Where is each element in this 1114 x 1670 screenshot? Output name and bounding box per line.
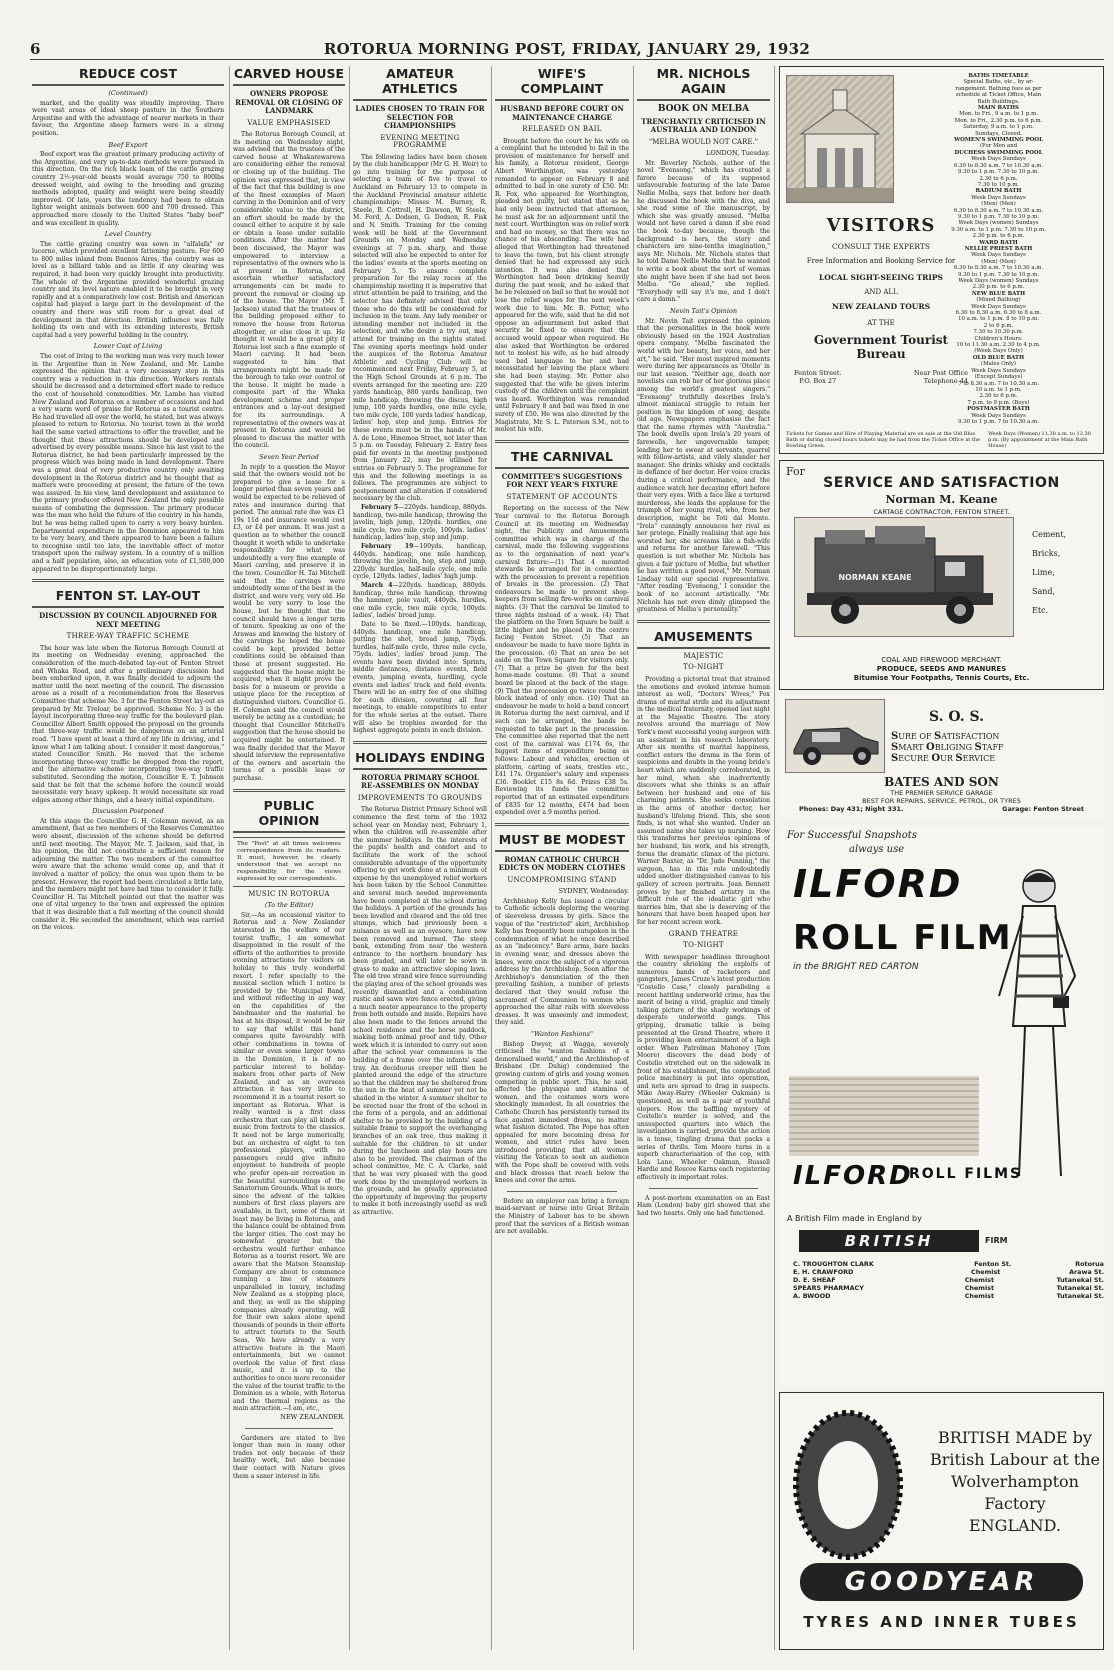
chemist-name: SPEARS PHARMACY <box>793 1284 864 1292</box>
acrostic-letter: S <box>934 731 942 742</box>
masthead-title: ROTORUA MORNING POST, FRIDAY, JANUARY 29, 1932 <box>323 40 811 58</box>
chemist-row <box>793 1284 1104 1292</box>
timetable-line: 10 a.m. to 1 p.m. 8 to 10 p.m. <box>958 316 1039 323</box>
keane-footer-1: COAL AND FIREWOOD MERCHANT. <box>881 656 1002 664</box>
keane-footer-2: PRODUCE, SEEDS AND MANURES <box>876 665 1007 673</box>
acrostic-word: MART <box>898 743 924 752</box>
bates-garage: Garage: Fenton Street <box>1002 805 1084 813</box>
bates-garage-ad <box>779 695 1104 820</box>
timetable-line: Sundays, Closed. <box>975 130 1022 137</box>
keane-title: SERVICE AND SATISFACTION <box>823 475 1060 491</box>
firm-label: FIRM <box>985 1236 1008 1245</box>
tyres-factory: Wolverhampton Factory <box>951 1472 1079 1513</box>
bureau-phone: Telephone 44 <box>923 377 968 385</box>
timetable-line: 7.30 to 10 p.m. <box>977 181 1020 188</box>
chemist-place: Tutanekai St. <box>1056 1284 1104 1292</box>
filler-text: Before an employer can bring a foreign maid-servant or nurse into Great Britain the Ministry of Labour has to be shown proof that the services of a British woman are not available. <box>495 1197 629 1236</box>
letter-text: Sir,—As an occasional visitor to Rotorua and a New Zealander interested in the welfare of our tourist traffic, I am somewhat disappointed in the result of the efforts of the authorities to provide evening attractions for visitors on holiday to this truly wonderful resort. I refer specially to the musical section which I notice is provided by the Municipal Band, and without reflecting in any way on the capabilities of the bandmaster and the material he has at his disposal, it would be fair to say that whilst this band compares quite favourably with other combinations in towns of similar or even some larger towns in the Dominion, it is of no particular interest to holiday-makers from other parts of New Zealand, and as an overseas attraction it has very little to recommend it in a tourist resort so important as Rotorua. What is really wanted is a first class orchestra that can play all kinds of music from foxtrots to the classics. It need not be large numerically, but an orchestra of eight to ten professional players, with no passengers could give infinite enjoyment to hundreds of people who prefer open-air recreation in the beautiful surroundings of the Sanatorium Grounds. What is more, since the advent of the talkies numbers of first class players are available, in fact, some of them at least may be living in Rotorua, and the balance could be obtained from the larger cities. The cost may be somewhat greater but the orchestra would further enhance Rotorua as a tourist resort. We are aware that the Matson Steamship Company are about to commence running a line of steamers unparalleled in luxury, including New Zealand as a stopping place, and they, as well as the shipping companies already operating, will for their own sakes alone spend thousands of pounds in their efforts to attract tourists to the South Seas. We have already a very attractive feature in the Maori entertainments, but we cannot overlook the value of first class music, and it is up to the authorities to once more reconsider the value of the tourist traffic to the Dominion as a whole, with Rotorua and the thermal regions as the main attraction.—I am, etc., <box>233 911 345 1413</box>
timetable-line: rangement. Bathing fees as per <box>955 85 1042 92</box>
programme-events: —100yds. handicap, 440yds. handicap, one mile handicap, throwing the javelin, hop, step and jump, 220yds' hurdles, half-mile cycle, one mile cycle, 120yds. ladies', ladies' high jump. <box>353 542 487 581</box>
article-text: Reporting on the success of the New Year carnival to the Rotorua Borough Council at its meeting on Wednesday night, the Publicity and Amusements committee which was in charge of the carnival, made the following suggestions as to the organisation of next year's carnival fixture:—(1) That 4 mounted stewards be arranged for in connection with the procession to prevent a repetition of breaks in the procession. (2) That endeavours be made to prevent shop-keepers from selling fire-works on carnival nights. (3) That the carnival be limited to three nights instead of a week. (4) That the platform on the Town Square be built a little higher and be placed in the centre facing Fenton Street. (5) That an endeavour be made to have more lights in the procession. (6) That an area be set aside on the Town Square for visitors only. (7) That a prize be given for the best home-made costume. (8) That a sound board be placed at the back of the stage. (9) That the procession go twice round the block instead of only once. (10) That an endeavour be made to hold a band concert in Rotorua during the next carnival, and if such can be arranged, the bands be requested to take part in the procession. The committee also reported that the nett cost of the carnival was £174 6s, the biggest items of expenditure being as follows: Labour and vehicles, erection of platform, carting of seats, trestles etc., £41 17s. Organiser's salary and expenses £36. Booklet £15 8s 6d. Prizes £38 5s. Reviewing its funds the committee reported that of an estimated expenditure of £835 for 12 months, £474 had been expended over a 9 months period. <box>495 505 629 817</box>
timetable-line: (For Men and <box>979 143 1018 150</box>
timetable-line: Week Days (women) Sundays <box>958 220 1039 227</box>
acrostic-letter: O <box>925 742 935 753</box>
british-film-line: A British Film made in England by <box>787 1214 922 1223</box>
divider <box>637 620 770 623</box>
article-text: At this stage the Councillor G. H. Coleman moved, as an amendment, that as two members of the Reserves Committee were absent, discussion of the scheme should be deferred until next meeting. The Mayor, Mr. T. Jackson, said that, in his opinion, the did not constitute a sufficient reason for adjourning the matter. The two members of the committee were aware that the scheme would come up, and that it involved a matter of policy; the onus was upon them to be present. However, the report had been circulated a little late, and the members might not have had time to consider it fully. Councillor H. Tai Mitchell pointed out that the matter was one of vital urgency to the town and expressed the opinion that it was desirable that a full meeting of the council should consider it. He seconded the amendment, which was carried on the voices. <box>32 817 224 932</box>
ilford-product: ROLL FILM <box>793 918 1013 958</box>
chemist-place: Rotorua <box>1075 1260 1104 1268</box>
programme-events: —220yds. handicap, 880yds. handicap, two-mile handicap, throwing the javelin, high jump, 120yds. hurdles, one mile cycle, two mile cycle, 100yds. ladies' handicap, ladies' hop, step and jump. <box>353 504 487 542</box>
caption-heading: THREE-WAY TRAFFIC SCHEME <box>66 632 190 641</box>
acrostic-letter: S <box>891 742 899 753</box>
timetable-line: 2.30 p.m. to 6 p.m. <box>972 284 1025 291</box>
showtime: TO-NIGHT <box>683 941 724 950</box>
article-text: The cost of living to the working man was very much lower in the Argentine than in New Zealand, and Mr. Lambe expressed the opinion that a very necessary step in this country was a reduction in this direction. Workers rentals should be decreased and a determined effort made to reduce the cost of household commodities. Mr. Lambe has visited New Zealand and Rotorua on a number of occasions and had a very warm word of praise for Rotorua as a tourist centre. He had travelled all over the world, he stated, but was always pleased to return to Rotorua. No tourist town in the world had the same varied attractions to offer the traveller, and he thought that these attractions should be developed and advertised by every possible means. Since his last visit to the Rotorua district, he had been particularly impressed by the progress which was being made in land development. There was a great deal of very productive country only awaiting development in the Rotorua district and he thought that as matters were proceeding at present, the future of the town was assured. In his view, land development and assistance to the primary producer offered New Zealand the only possible means of combating the depression. The primary producer was the man who held the future of the country in his hands, but he was being called upon to carry a very heavy burden. Departmental expenditure in the Dominion appeared to him to be very heavy, and there appeared to have been a failure to recognise until too late, the inevitable effect of motor transport upon the railway system. In a country of a million and a half population, also, an education vote of £1,500,000 appeared to be disproportionately large. <box>32 353 224 573</box>
caption-heading: RELEASED ON BAIL <box>522 125 602 133</box>
bureau-street: Fenton Street. <box>794 369 842 377</box>
keane-goods-list <box>1032 525 1066 620</box>
column-rule <box>229 66 230 1650</box>
timetable-line: DUCHESS SWIMMING POOL <box>954 149 1043 156</box>
timetable-line: NEW BLUE BATH <box>971 290 1026 297</box>
bates-phone: Phones: Day 431; Night 331. <box>799 805 904 813</box>
acrostic-word: URE <box>898 732 917 741</box>
ilford-carton: in the BRIGHT RED CARTON <box>793 962 919 972</box>
timetable-line: Special Baths, etc., by ar- <box>963 79 1034 86</box>
headline-public-opinion: PUBLIC OPINION <box>233 798 345 833</box>
dateline: LONDON, Tuesday. <box>706 149 770 158</box>
beach-scene <box>789 1076 979 1156</box>
timetable-line: 9.30 to 1 p.m. 7 to 10.30 a.m. <box>958 418 1039 425</box>
timetable-line: Bath Buildings. <box>977 98 1020 105</box>
showtime: TO-NIGHT <box>683 663 724 672</box>
chemist-row <box>793 1268 1104 1276</box>
article-text: market, and the quality was steadily improving. There were vast areas of ideal sheep pasture in the Southern Argentine and with the advantage of nearer markets in their favour, the Argentine sheep farmers were in a strong position. <box>32 99 224 137</box>
timetable-line: 2.30 to 6 p.m. <box>979 175 1018 182</box>
column-1 <box>32 66 224 1646</box>
divider <box>495 440 629 443</box>
timetable-line: 9.30 a.m. to 1 p.m. 7.30 to 10 p.m. <box>951 226 1046 233</box>
divider <box>495 823 629 826</box>
timetable-line: 9.30 to 1 p.m. 7.30 to 10 p.m. <box>957 213 1040 220</box>
timetable-line: 6.30 to 8.30 a.m. 7 to 10.30 a.m. <box>953 162 1044 169</box>
divider <box>32 579 224 582</box>
programme-date: February 19 <box>361 542 414 550</box>
article-text: The hour was late when the Rotorua Borough Council at its meeting on Wednesday evening, approached the consideration of the much-debated lay-out of Fenton Street and Whaka Road, and after a preliminary discussion had been embarked upon, it was finally decided to adjourn the matter until the next meeting of the council. The discussion arose as a result of a recommendation from the Reserves Committee that scheme No. 3 for the Fenton Street lay-out as prepared by Mr. Treloar, be approved. Scheme No. 3 is the layout incorporating three-way traffic for the boulevard plan. Councillor Albert Smith opposed the proposal on the grounds that three-way traffic would be dangerous on an arterial road. "I have spent at least a third of my life in driving, and I know what I am talking about. I consider it most dangerous," stated Councillor Smith. He moved that the scheme incorporating three-way traffic be dropped from the report, and the alternative scheme incorporating two-way traffic substituted. Seconding the motion, Councillor E. T. Johnson said that he felt that the scheme before the council would necessitate very heavy upkeep. It would necessitate six road edges among other things, and a heavy initial expenditure. <box>32 644 224 804</box>
baths-footer-text: Tickets for Games and Hire of Playing Material are on sale at the Old Blue Bath or during closed hours tickets may be had from the Ticket Office at the Bowling Green. <box>786 431 981 449</box>
tyres-text <box>930 1427 1100 1537</box>
caption-heading: UNCOMPROMISING STAND <box>507 875 617 884</box>
programme-date: February 5 <box>361 504 399 511</box>
timetable-line: 9.30 to 1 p.m. 7.30 to 10 p.m. <box>957 271 1040 278</box>
timetable-line: Week Days Sundays <box>971 303 1026 310</box>
subheadline: COMMITTEE'S SUGGESTIONS FOR NEXT YEAR'S FIXTURE <box>501 471 623 490</box>
caption-heading: STATEMENT OF ACCOUNTS <box>506 492 618 501</box>
baths-footer-women: Week Days (Women) 11.30 a.m. to 12.30 p.m. (By appointment at the Main Bath House) <box>988 431 1091 449</box>
subheadline: TRENCHANTLY CRITICISED IN AUSTRALIA AND LONDON <box>641 116 766 134</box>
editorial-note: The "Post" at all times welcomes correspondence from its readers. It must, however, be clearly understood that we accept no responsibility for the views expressed by our correspondents. <box>233 837 345 887</box>
goods-item: Bricks, <box>1032 549 1061 558</box>
tyres-made: BRITISH MADE by <box>938 1428 1092 1447</box>
chemist-role: Chemist <box>964 1284 995 1292</box>
goods-item: Lime, <box>1032 568 1055 577</box>
ad-for-label: For <box>786 465 805 478</box>
timetable-line: Mon. to Fri., 9 a.m. to 1 p.m. <box>959 111 1038 118</box>
goods-item: Cement, <box>1032 530 1067 539</box>
timetable-line: (Males Only) <box>981 361 1016 368</box>
timetable-line: 6.30 to 8.30 a.m. 6.30 to 8 a.m. <box>955 310 1042 317</box>
goods-item: Etc. <box>1032 606 1049 615</box>
article-text: Mr. Beverley Nichols, author of the novel "Evensong," which has created a furore because of its supposed unfavourable featuring of the late Dame Nellie Melba, says that before her death he discussed the book with the diva, and she read some of the manuscript, by which she was greatly amused. "Melba would not have cared a damn if she read the book to-day because, though the background is hers, the story and characters are nine-tenths imagination," says Mr. Nichols. Mr. Nichols states that he told Dame Nellie Melba that he wanted to write a book about the sort of woman she might have been if she had not been Melba. "Go ahead," she replied. "Everybody will say it's me, and I don't care a damn." <box>637 159 770 304</box>
timetable-line: NELLIE PRIEST BATH <box>964 245 1033 252</box>
chemist-place: Arawa St. <box>1069 1268 1104 1276</box>
timetable-line: 2 to 6 p.m. <box>983 322 1014 329</box>
ilford-product-small: ROLL FILMS <box>909 1166 1023 1182</box>
headline-fenton-st: FENTON ST. LAY-OUT <box>32 588 224 608</box>
article-text: The following ladies have been chosen by the club handicapper (Mr G. H. Weir) to go into training for the purpose of selecting a team of five to travel to Auckland on February 13 to compete in the Auckland Provincial amateur athletic championships: Misses M. Burney, R. Steele, B. Cottrell, H. Dawson, W. Steele, M. Ford, A. Dodson, G. Dodson, R. Fisk and N. Smith. Training for the coming week will be held at the Government Grounds on Monday and Wednesday evenings at 7 p.m. sharp, and those selected will also be expected to enter for the ladies' events at the sports meeting on February 5. To ensure complete preparation for the relay races at the championship meeting it is imperative that strict attention be paid to training, and the selector has definitely advised that only those who do this will be considered for inclusion in the team. Any lady member or intending member not included in the selection, and who desire a try out, may attend for training on the nights stated. The evening sports meetings held under the auspices of the Rotorua Amateur Athletic and Cycling Club will be recommenced next Friday, February 5, at the High School Grounds at 6 p.m. The events arranged for the meeting are: 220 yards handicap, 880 yards handicap, two mile handicap, throwing the discus, high jump, 100 yards hurdles, one mile cycle, two mile cycle, 100 yards ladies' handicap, ladies' hop, step and jump. Entries for these events must be in the hands of Mr. A. de Lone, Hinemoa Street, not later than 5 p.m. on Tuesday, February 2. Entry fees paid for events in the meeting postponed from January 22, may be utilised for entries on February 5. The programme for this and the following meetings is as follows. The programmes are subject to postponement and alteration if considered necessary by the club. <box>353 153 487 503</box>
bureau-landmark: Near Post Office <box>913 369 968 377</box>
keane-footer-3: Bitumise Your Footpaths, Tennis Courts, Etc. <box>853 674 1030 682</box>
timetable-line: 2.30 p.m. to 6 p.m. <box>972 233 1025 240</box>
chemist-place: Tutanekai St. <box>1056 1276 1104 1284</box>
timetable-line: 10 a.m. to 1 p.m. <box>975 386 1022 393</box>
article-text: The cattle grazing country was sown in "alfalafa" or lucerne, which provided excellent fattening pasture. For 600 to 800 miles inland from Buenos Aires, the country was as level as a billiard table and as little if any clearing was required, it had been very quickly brought into productivity. The whole of the Argentine provided wonderful grazing country and its level nature enabled it to be brought in very rapidly and at a comparatively low cost. British and American capital had played a large part in the development of the country and there was still room for a great deal of development in that direction. British influence was fully holding its own and with its extending interests, British capital had a very powerful holding in the country. <box>32 240 224 339</box>
visitors-free: Free Information and Booking Service for <box>806 257 956 265</box>
subheading: Beef Export <box>108 140 148 149</box>
visitors-heading: VISITORS <box>826 215 936 236</box>
programme-date: March 4 <box>361 581 393 589</box>
goods-item: Sand, <box>1032 587 1056 596</box>
timetable-line: 9.30 to 1 p.m. 7.30 to 10 p.m. <box>957 169 1040 176</box>
timetable-line: Week Days Sundays <box>971 412 1026 419</box>
timetable-line: Week Days Sundays <box>971 156 1026 163</box>
chemist-name: D. E. SHEAF <box>793 1276 836 1284</box>
acrostic-letter: S <box>974 742 982 753</box>
bates-contact <box>779 805 1104 813</box>
headline-amateur-athletics: AMATEUR ATHLETICS <box>353 66 487 101</box>
article-text: Date to be fixed.—100yds. handicap, 440yds. handicap, one mile handicap, putting the shot, broad jump, 75yds. hurdles, half-mile cycle, three mile cycle, 75yds. ladies', ladies' broad jump. The events have been divided into: Sprints, middle distances, distance events, field events, jumping events, hurdling, cycle events and ladies' track and field events. There will be an entry fee of one shilling for each division, covering all four meetings, to enable competitors to enter for the whole series at the outset. There will also be trophies awarded for the highest aggregate points in each division. <box>353 620 487 735</box>
timetable-line: RADIUM BATH <box>975 188 1022 195</box>
article-text: The Rotorua District Primary School will commence the first term of the 1932 school year on Monday next, February 1, when the children will re-assemble after the summer holidays. In the interests of the pupils' health and comfort and to facilitate the work of the school considerable advantage of the opportunity offering to get work done at a minimum of expense by the unemployed relief workers has been taken by the School Committee and several much needed improvements have been completed at the school during the holidays. A portion of the grounds has been levelled and cleared and the old tree stumps, which had previously been a nuisance as well as an eyesore, have now been removed and burned. The steep bank, extending from near the western entrance to the northern boundary has been graded, and will later be sown in grass to make an attractive sloping lawn. The old tree strand wire fence surrounding the playing area of the school grounds was recently dismantled and a combination rustic and sawn wire fence erected, giving a much neater appearance to the property from both outside and inside. Repairs have also been made to the fences around the school residence and the horse paddock, making both animal proof and tidy. Other work which it is intended to carry out soon after the school year commences is the building of a frame over the infants' sand tray. An deciduous creeper will then be planted around the edge of the structure so that the children may be sheltered from the sun in the heat of summer yet not be shaded in the winter. A summer shelter to be erected near the front of the school in the form of a pergola, and an additional shelter to be provided by the building of a suitable frame to support the overhanging branches of an oak tree, thus making it suitable for the children to sit under during the luncheon and play hours are also to be provided. The chairman of the school committee, Mr. C. A. Clarke, said that he was very pleased with the good work done by the unemployed workers in the grounds, and he greatly appreciated the opportunity of improving the property to make it both increasingly useful as well as attractive. <box>353 806 487 1216</box>
subheading: Lower Cost of Living <box>93 342 163 351</box>
timetable-line: 7 to 8.30 a.m. 7 to 10.30 a.m. <box>958 380 1039 387</box>
timetable-line: schedule at Ticket Office, Main <box>955 92 1042 99</box>
theatre-name: GRAND THEATRE <box>668 929 739 938</box>
programme-item <box>353 504 487 542</box>
caption-heading: IMPROVEMENTS TO GROUNDS <box>357 793 483 802</box>
timetable-line: (Men) (Men) <box>981 201 1016 208</box>
column-4 <box>495 66 629 1646</box>
visitors-and-all: AND ALL <box>864 288 898 296</box>
timetable-line: (Men) (Men) <box>981 258 1016 265</box>
sos-acrostic <box>891 731 1004 764</box>
tyres-brand-logo: GOODYEAR <box>800 1563 1083 1601</box>
review-text: Providing a pictorial treat that strained the emotions and evoked intense human interest as well, "Doctors' Wives," Fox drama of marital strife and its adjustment in the medical fraternity, opened last night at the Majestic Theatre. The story revolves around the marriage of New York's most successful young surgeon with an assistant in his research laboratory. After six months of marital happiness, conflict enters the drama in the form of suspicions and doubts in the young bride's heart which are suddenly corroborated, in her mind, when she inadvertently discovers what she thinks is an affair between her husband and one of his charming patients. She seeks consolation in the arms of another doctor, her husband's lifelong friend. This, she soon finds, is not what she wanted. Under an assumed name she takes up nursing. How this transforms her previous opinions of her husband, his work, and his strength, forms the dramatic climax of the picture. Warner Baxter, as "Dr. Jude Penning," the surgeon, has in this role undoubtedly added another distinguished canvas to his gallery of screen portraits. Joan Bennett proves by her finished artistry in the difficult role of the idealistic girl who marries him, that she is deserving of the honours that have been heaped upon her for her recent screen work. <box>637 675 770 926</box>
tyres-ad <box>779 1392 1104 1650</box>
visitors-nz-tours: NEW ZEALAND TOURS <box>832 302 930 311</box>
caption-heading: MUSIC IN ROTORUA <box>248 889 330 898</box>
timetable-line: WOMEN'S SWIMMING POOL <box>954 137 1043 144</box>
to-editor-label: (To the Editor) <box>264 901 314 910</box>
ilford-tagline-2: always use <box>849 844 905 855</box>
bureau-box: P.O. Box 27 <box>799 377 837 385</box>
car-illustration <box>785 699 885 773</box>
column-5 <box>637 66 770 1646</box>
chemist-role: Chemist <box>964 1292 995 1300</box>
acrostic-word: ERVICE <box>962 754 996 763</box>
review-text: With newspaper headlines throughout the country shrieking the exploits of numerous bands of racketeers and gangsters, James Cruze's latest production "Costello Case," closely paralleling a recent battling underworld crime, has the merit of being a vivid, graphic and timely talking picture of the shady workings of desperate underworld gangs. This gripping, dramatic talkie is being presented at the Grand Theatre, where it is providing keen entertainment of a high order. When Patrolman Mahoney (Tom Moore) discovers the dead body of Costello stretched out on the sidewalk in front of his establishment, the complicated police machinery is put into operation, and nets are spread to drag in suspects. Mike Away-Harry (Wheeler Oakman) is questioned, as well as a pair of youthful elopers. How the baffling mystery of Costello's murder is solved, and the unsuspected quarters into which the investigation is carried, provide the action in a tense, tingling drama that packs a series of thrills. Tom Moore turns in a superb characterisation of the cop, with Lola Lane, Wheeler Oakman, Russell Hardie and Roscoe Karns each registering effectively in important roles. <box>637 953 770 1181</box>
truck-illustration <box>794 517 1014 637</box>
timetable-line: Week Days (women) Sundays <box>958 278 1039 284</box>
headline-carved-house: CARVED HOUSE <box>233 66 345 86</box>
timetable-line: (Mixed Bathing) <box>976 297 1021 304</box>
subheadline: ROTORUA PRIMARY SCHOOL RE-ASSEMBLES ON MONDAY <box>361 772 479 791</box>
divider <box>353 741 487 744</box>
headline-the-carnival: THE CARNIVAL <box>495 449 629 469</box>
filler-text: A post-mortem examination on an East Ham (London) baby girl showed that she had two hearts. Only one had functioned. <box>637 1194 770 1217</box>
timetable-line: Children's Hours: <box>974 335 1023 342</box>
filler-text: Gardeners are stated to live longer than men in many other trades not only because of their healthy work, but also because their contact with Nature gives them a saner interest in life. <box>233 1434 345 1480</box>
divider <box>649 1188 758 1189</box>
timetable-line: 10 to 11.30 a.m. 2.30 to 4 p.m. <box>956 342 1041 349</box>
timetable-line: Week Days Sundays <box>971 367 1026 374</box>
article-text: Bishop Dwyer, at Wagga, severely criticised the "wanton fashions of a demoralised world," and the Archbishop of Brisbane (Dr. Duhig) condemned the growing custom of girls and young women competing in public sport. This, he said, affected the physique and stamina of women, and the costumes worn were shockingly immodest. In all countries the Catholic Church has persistently turned its face against immodest dress, no matter what fashion dictated. The Pope has often appealed for more becoming dress for women, and strict rules have been introduced providing that all women visiting the Vatican to seek an audience with the Pope shall be covered with veils and black dresses that reach below the knees and cover the arms. <box>495 1040 629 1185</box>
chemist-row <box>793 1276 1104 1284</box>
subheading: Seven Year Period <box>259 453 319 462</box>
headline-reduce-cost: REDUCE COST <box>32 66 224 86</box>
column-rule <box>491 66 492 1650</box>
column-3 <box>353 66 487 1646</box>
timetable-line: OLD BLUE BATH <box>972 354 1025 361</box>
keane-footer <box>780 656 1103 683</box>
timetable-line: 2.30 to 6 p.m. <box>979 393 1018 400</box>
car-icon <box>786 700 886 774</box>
subheadline: BOOK ON MELBA <box>657 104 750 114</box>
bates-details <box>779 775 1104 813</box>
timetable-line: MAIN BATHS <box>978 105 1019 112</box>
timetable-line: 7.30 to 10.30 p.m. <box>973 329 1024 336</box>
acrostic-word: UR <box>940 754 953 763</box>
chemists-list <box>793 1260 1104 1300</box>
subheading: Level Country <box>104 230 152 239</box>
page-number: 6 <box>30 40 41 58</box>
visitors-consult: CONSULT THE EXPERTS <box>831 242 931 251</box>
bath-house-illustration <box>786 75 894 203</box>
chemist-place: Tutanekai St. <box>1056 1292 1104 1300</box>
subheadline: LADIES CHOSEN TO TRAIN FOR SELECTION FOR CHAMPIONSHIPS <box>355 104 485 130</box>
theatre-name: MAJESTIC <box>683 651 724 660</box>
timetable-line: Week Days Sundays <box>971 194 1026 201</box>
column-rule <box>349 66 350 1650</box>
ilford-logo-small: ILFORD <box>793 1161 913 1191</box>
bureau-name-2: Bureau <box>856 347 906 361</box>
british-logo: BRITISH <box>799 1230 979 1252</box>
visitors-local: LOCAL SIGHT-SEEING TRIPS <box>819 273 943 282</box>
baths-timetable-ad <box>779 66 1104 454</box>
timetable-line: POSTMASTER BATH <box>967 406 1030 413</box>
subheadline: HUSBAND BEFORE COURT ON MAINTENANCE CHARGE <box>500 104 624 122</box>
keane-cartage-ad <box>779 460 1104 690</box>
chemist-role: Chemist <box>964 1276 995 1284</box>
visitors-block <box>786 215 976 385</box>
truck-icon <box>795 518 1015 638</box>
tyre-illustration <box>788 1405 908 1565</box>
truck-lettering: NORMAN KEANE <box>838 573 912 582</box>
headline-wifes-complaint: WIFE'S COMPLAINT <box>495 66 629 101</box>
tyres-footer: TYRES AND INNER TUBES <box>803 1613 1080 1631</box>
caption-heading: VALUE EMPHASISED <box>247 118 331 127</box>
caption-heading: EVENING MEETING PROGRAMME <box>380 133 460 150</box>
timetable-line: Saturday, 9 a.m. to 1 p.m. <box>963 124 1034 131</box>
subheading: Discussion Postponed <box>92 807 164 816</box>
acrostic-word: ATISFACTION <box>941 732 1000 741</box>
bates-best: BEST FOR REPAIRS, SERVICE, PETROL, OR TYRES <box>862 797 1021 805</box>
subheadline: DISCUSSION BY COUNCIL ADJOURNED FOR NEXT MEETING <box>39 611 217 629</box>
subheadline: ROMAN CATHOLIC CHURCH EDICTS ON MODERN CLOTHES <box>498 854 626 873</box>
timetable-line: (Week Days Only) <box>974 348 1023 355</box>
pull-quote: "MELBA WOULD NOT CARE." <box>649 137 758 146</box>
headline-mr-nichols-again: MR. NICHOLS AGAIN <box>637 66 770 101</box>
programme-item <box>353 543 487 581</box>
divider <box>245 1428 333 1429</box>
article-text: Archbishop Kelly has issued a circular to Catholic schools deploring the wearing of sleeveless dresses by girls. Since the vogue of the "restricted" skirt, Archbishop Kelly has frequently been outspoken in the condemnation of what he once described as an "indecency." Bare arms, bare backs in evening wear, and dresses above the knees, were once the subject of a vigorous address by the Archbishop. Soon after the Archbishop's denunciation of the then prevailing fashion, a number of priests declared that they would refuse the sacrament of Communion to women who approached the altar rails with sleeveless dresses. It was unseemly and immodest, they said. <box>495 897 629 1027</box>
baths-footer <box>786 431 1097 449</box>
article-text: Beef export was the greatest primary producing activity of the Argentine, and very up-to-date methods were pursued in this direction. On the rich black loam of the cattle grazing country 2½-year-old beasts would average 750 to 800lbs dressed weight, and owing to the breeding and grazing methods adopted, quality and weight were being steadily improved. Of late, years the tendency had been to obtain lighter weight animals between 600 and 700 dressed. This approached more closely to the United States "baby beef" and was excellent in quality. <box>32 151 224 227</box>
acrostic-word: OF <box>919 732 932 741</box>
timetable-line: Week Days Sundays <box>971 252 1026 259</box>
tyres-england: ENGLAND. <box>969 1516 1061 1535</box>
headline-must-be-modest: MUST BE MODEST <box>495 832 629 852</box>
timetable-line: Mon. to Fri., 2.30 p.m. to 6 p.m. <box>954 117 1043 124</box>
timetable-line: (Except Sundays) <box>974 374 1023 381</box>
chemist-row <box>793 1260 1104 1268</box>
ilford-tagline: For Successful Snapshots <box>787 830 917 841</box>
timetable-line: WARD BATH <box>979 239 1018 246</box>
acrostic-word: BLIGING <box>934 743 972 752</box>
bates-premier: THE PREMIER SERVICE GARAGE <box>890 789 993 797</box>
column-rule <box>633 66 634 1650</box>
timetable-line: 6.30 to 8.30 a.m. 7 to 10.30 a.m. <box>953 207 1044 214</box>
acrostic-letter: S <box>955 753 963 764</box>
timetable-line: 7 p.m. to 9 p.m. (Boys) <box>967 399 1030 406</box>
chemist-name: E. H. CRAWFORD <box>793 1268 854 1276</box>
acrostic-word: TAFF <box>981 743 1004 752</box>
divider <box>507 1191 617 1192</box>
programme-events: —220yds. handicap, 880yds. handicap, three mile handicap, throwing the hammer, pole vault, 440yds. hurdles, one mile cycle, two mile cycle, 100yds. ladies', ladies' broad jump. <box>353 581 487 620</box>
chemist-name: C. TROUGHTON CLARK <box>793 1260 874 1268</box>
timetable-line: BATHS TIMETABLE <box>968 73 1029 79</box>
masthead <box>30 40 1104 60</box>
visitors-at-the: AT THE <box>867 319 895 327</box>
headline-holidays-ending: HOLIDAYS ENDING <box>353 750 487 770</box>
subheading: "Wanton Fashions" <box>531 1029 593 1038</box>
keane-name: Norman M. Keane <box>885 493 998 506</box>
building-icon <box>787 76 893 202</box>
subheadline: OWNERS PROPOSE REMOVAL OR CLOSING OF LANDMARK <box>235 89 343 115</box>
subheading: Nevin Tait's Opinion <box>669 306 738 315</box>
chemist-role: Chemist <box>971 1268 1001 1276</box>
acrostic-letter: S <box>891 753 899 764</box>
column-rule <box>774 66 775 1650</box>
bates-name: BATES AND SON <box>884 775 999 789</box>
tyres-labour: British Labour at the <box>930 1450 1101 1469</box>
keane-subtitle: CARTAGE CONTRACTOR, FENTON STREET. <box>873 508 1010 516</box>
chemist-role: Fenton St. <box>974 1260 1012 1268</box>
ilford-film-ad <box>779 826 1104 1386</box>
bureau-address <box>786 369 976 385</box>
chemist-name: A. BWOOD <box>793 1292 831 1300</box>
acrostic-letter: S <box>891 731 899 742</box>
sos-heading: S. O. S. <box>929 709 984 725</box>
letter-signature: NEW ZEALANDER. <box>280 1412 345 1421</box>
acrostic-word: ECURE <box>898 754 929 763</box>
ilford-logo: ILFORD <box>793 862 963 906</box>
article-text: In reply to a question the Mayor said that the owners would not be prepared to give a lease for a longer period than seven years and would be expected to be relieved of rates and insurance during that period. The annual rate due was £1 19s 11d and insurance would cost £3, or £4 per annum. It was just a question as to whether the council thought it worth while to undertake responsibility for what was undoubtedly a very fine example of Maori carving, and preserve it in the town. Councillor H. Tai Mitchell said that the carvings were undoubtedly some of the best in the district, and were very, very old. He would be very sorry to lose the house, but he thought that the council should have a longer term of tenure. Speaking as one of the Arawas and knowing the history of the carvings he hoped the house could be kept, provided better conditions could be obtained than those at present suggested. He suggested that the house might be acquired, when it might prove the basis for a museum or provide a unique place for the reception of distinguished visitors. Councillor G. H. Coleman said the council would merely be acting as a custodian; he thought that Councillor Mitchell's suggestion that the house should be acquired might be entertained. It was finally decided that the Mayor should interview the representative of the owners and ascertain the terms of a possible lease or purchase. <box>233 463 345 782</box>
programme-item <box>353 582 487 620</box>
headline-amusements: AMUSEMENTS <box>637 629 770 649</box>
column-2 <box>233 66 345 1646</box>
timetable-line: 6.30 to 8.30 a.m. 7 to 10.30 a.m. <box>953 265 1044 272</box>
divider <box>233 789 345 792</box>
article-text: Brought before the court by his wife on a complaint that he intended to fail in the provision of maintenance for herself and his family, a Rotorua resident, George Albert Worthington, was yesterday remanded to appear on February 8 and admitted to bail in one surety of £50. Mr. R. Fox, who appeared for Worthington, pleaded not guilty, but stated that as he had only been instructed that afternoon, he must ask for an adjournment until the next court. Worthington was on relief work and had no money, so that there was no chance of his absconding. The wife had alleged that Worthington had threatened to leave the town, but his client strongly denied that he had expressed any such intention. It was also denied that Worthington had been drinking heavily during the past week, and he asked that he be released on bail so that he would not lose the relief wages for the next week's work due to him. Mr. B. Potter, who appeared for the wife, said that he did not oppose an adjournment but asked that security be fixed to ensure that the accused would appear when required. He also asked that Worthington be ordered not to molest his wife, as he had already used bad language to her and had necessitated her leaving the place where she had been staying. Mr. Potter also suggested that the wife be given interim custody of the children until the complaint was heard. Worthington was remanded until February 8 and bail was fixed in one surety of £50. He was also directed by the Magistrate, Mr. S. L. Paterson S.M., not to molest his wife. <box>495 137 629 434</box>
article-text: The Rotorua Borough Council, at its meeting on Wednesday night, was advised that the trustees of the carved house at Whakarewarewa are considering either the removal or closing up of the building. The opinion was expressed that, in view of the fact that this building is one of the finest examples of Maori carving in the Dominion and of very considerable value to the district, an effort should be made by the council either to acquire it by sale or obtain a lease under suitable conditions. After the matter had been discussed, the Mayor was empowered to interview a representative of the owners who is at present in Rotorua, and ascertain whether satisfactory arrangements can be made to prevent the removal or closing up of the house. The Mayor (Mr. T. Jackson) stated that the trustees of the building proposed either to remove the house from Rotorua altogether, or else close it up. He thought it would be a great pity if Rotorua lost such a fine example of Maori carving. It had been suggested to him that arrangements might be made for the borough to take over control of the house. It might be made a composite part of the Whaka development scheme and proper entrances and a lay-out designed for its surroundings. A representative of the owners was at present in Rotorua and would be pleased to discuss the matter with the council. <box>233 131 345 450</box>
dateline: SYDNEY, Wednesday. <box>558 887 629 896</box>
acrostic-letter: O <box>931 753 941 764</box>
bureau-name-1: Government Tourist <box>813 333 949 347</box>
chemist-row <box>793 1292 1104 1300</box>
continued-label: (Continued) <box>108 89 148 97</box>
article-text: Mr. Nevin Tait expressed the opinion that the personalities in the book were obviously based on the 1924 Australian opera company. "Melba fascinated the world with her beauty, her voice, and her art," he said. "Her most inspired moments were during her appearances as 'Otello' in our last season. "Neither age, death nor novelists can rob her of her glorious place among the world's greatest singers." "Evensong" truthfully describes Irela's almost maniacal struggle to retain her position in the kingdom of song, despite old age. Newspapers emphasise the fact that the name rhymes with "Australia." The book dwells upon Irela's 20 years of farewells, her ungovernable temper, leading her to swear at servants, quarrel with fellow-artists, and vilely slander her manager. She drinks whisky and cocktails in defiance of her doctor. Her voice cracks during a critical performance, and the audience watch her decaying effort before their very eyes. With a face like a tortured murderess, she leads the applause for the triumph of her young rival, who, from her description, might be Toti dal Monte. "Irela" cunningly announces her rival as her protege. Finally realising that age has worsted her, she screams like a fish-wife and returns for another farewell. "This question is not whether Mr. Nichols has given a fair picture of Melba, but whether he has written a good novel," Mr. Norman Lindsay told our special representative. "After reading 'Evensong,' I consider the book of no account artistically. "Mr. Nichols has not even dimly glimpsed the greatness of Melba's personality." <box>637 317 770 614</box>
